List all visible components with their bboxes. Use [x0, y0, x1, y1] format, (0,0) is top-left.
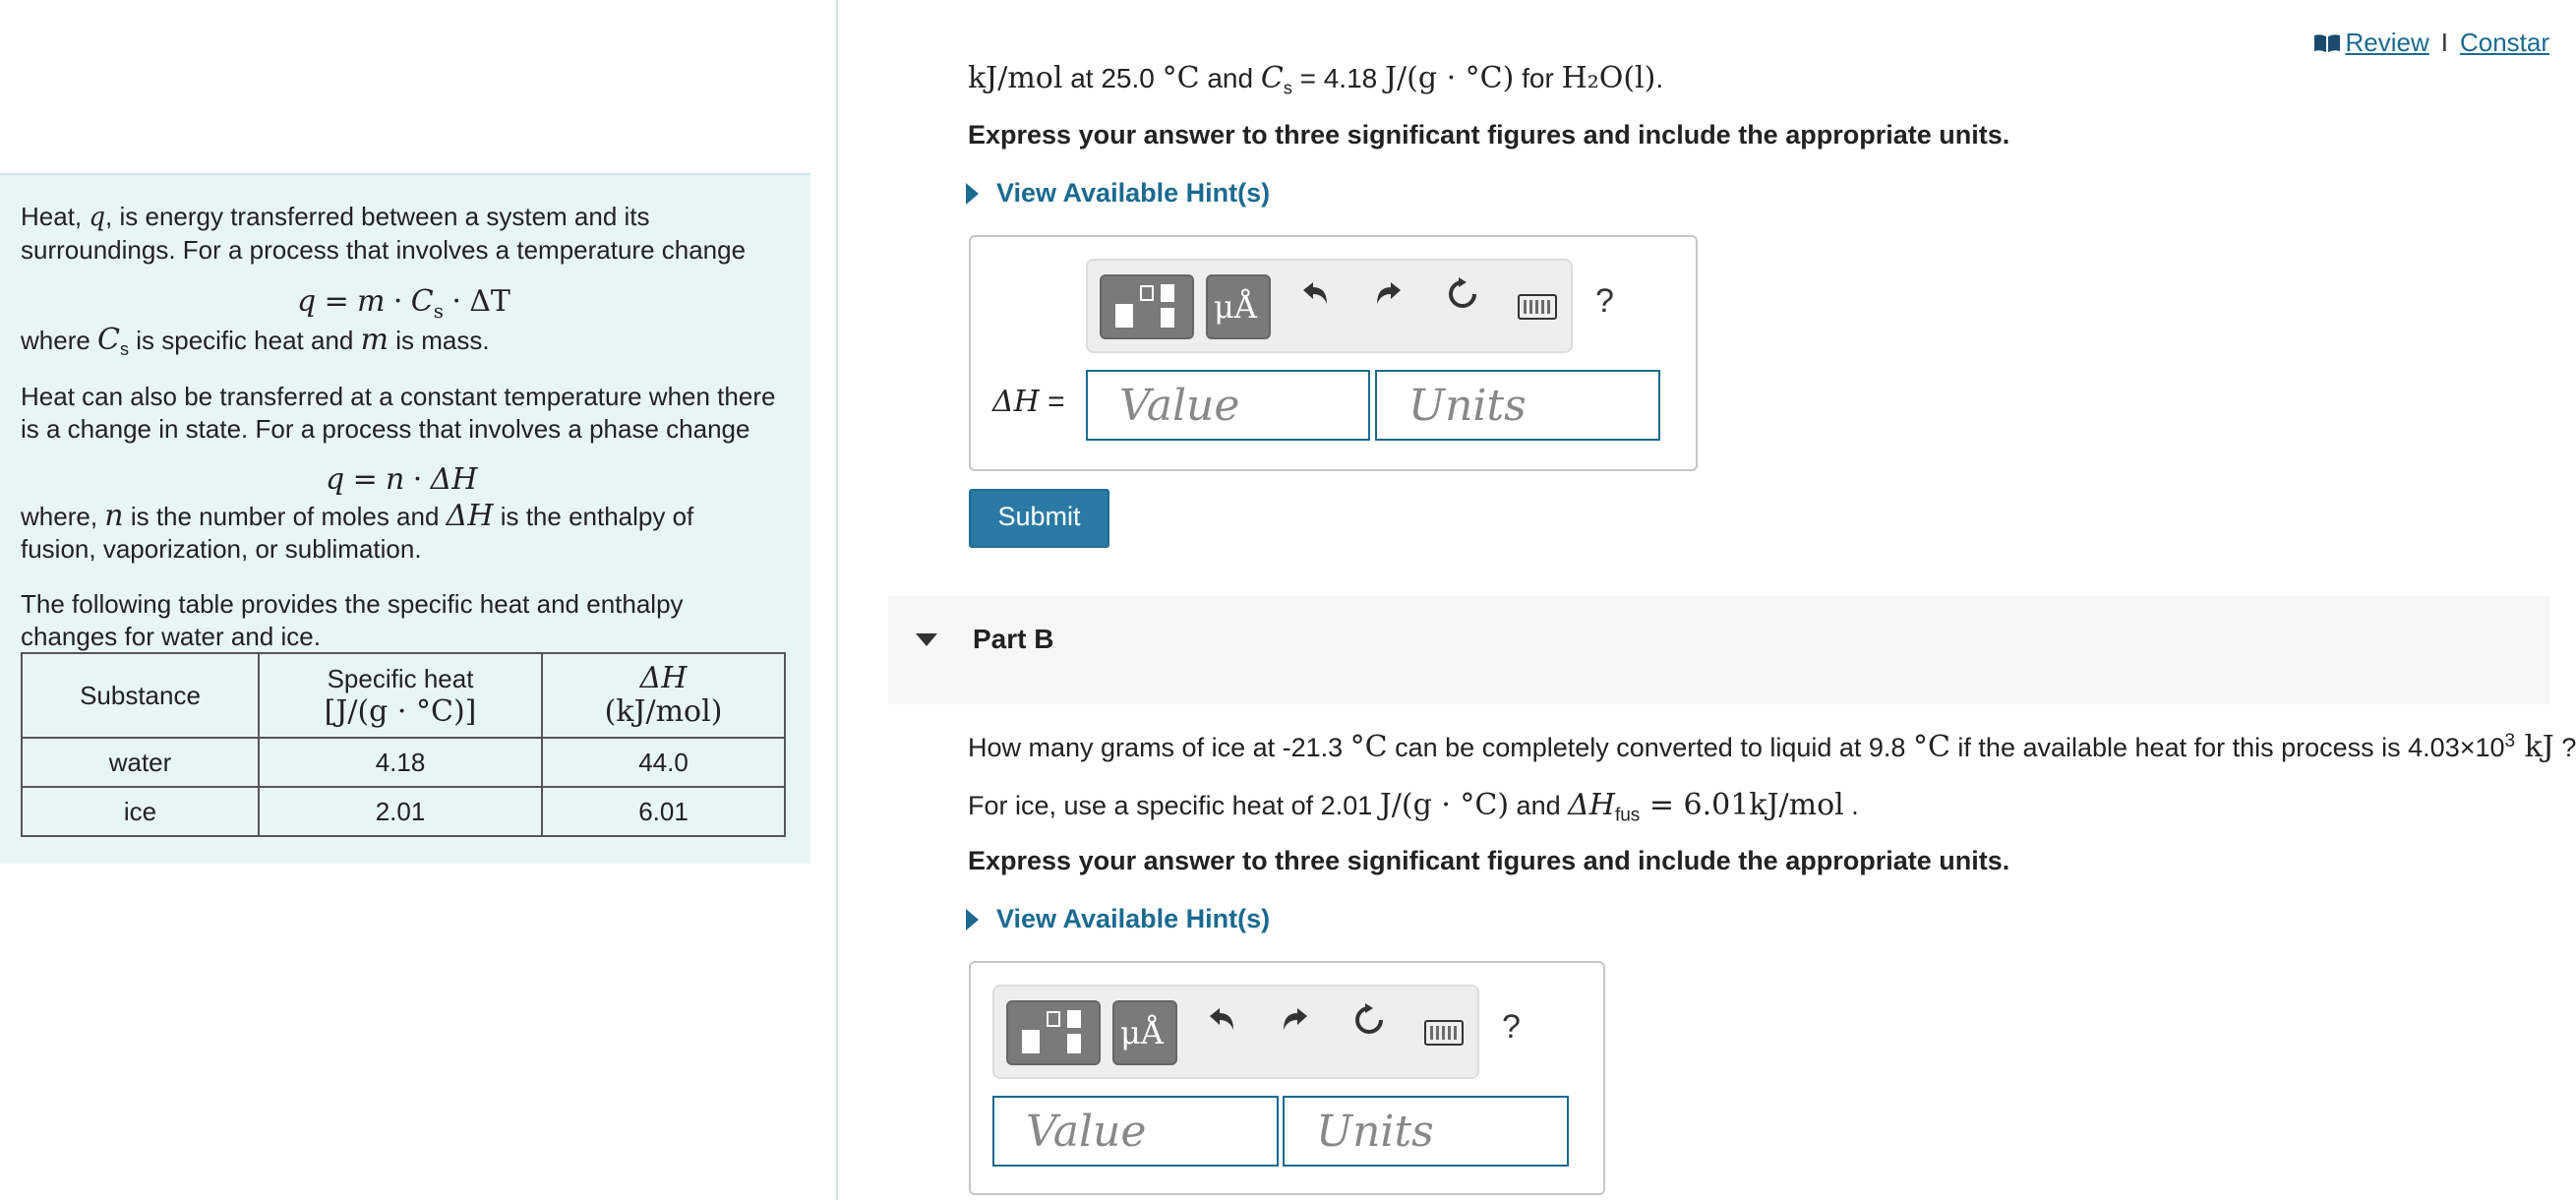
partA-question-tail: kJ/mol at 25.0 °C and $C_s = 4.18$ J/(g · °C) for H₂O(l).: [968, 61, 1664, 98]
units-symbol-button[interactable]: μÅ: [1112, 1000, 1177, 1065]
panel-divider: [836, 0, 838, 1200]
partA-answer-box: [969, 235, 1698, 471]
expand-triangle-icon: [966, 909, 979, 930]
partA-view-hints[interactable]: View Available Hint(s): [966, 178, 1270, 209]
table-header-specific-heat: Specific heat [J/(g · °C)]: [259, 653, 542, 738]
where-clause-2: where, n is the number of moles and ΔH is the enthalpy of fusion, vaporization, or sublimation.: [21, 499, 694, 564]
review-link[interactable]: Review: [2345, 28, 2429, 57]
partB-header[interactable]: [888, 596, 2549, 704]
table-row: water 4.18 44.0: [22, 738, 785, 787]
undo-icon[interactable]: [1197, 1002, 1246, 1047]
reset-icon[interactable]: [1345, 1002, 1394, 1047]
partB-instruction: Express your answer to three significant figures and include the appropriate units.: [968, 846, 2010, 875]
partA-instruction: Express your answer to three significant figures and include the appropriate units.: [968, 120, 2010, 150]
partB-ice-info: For ice, use a specific heat of 2.01 J/(g · °C) and $\Delta H_{fus} = 6.01kJ/mol$ .: [968, 788, 1859, 826]
constants-link[interactable]: Constar: [2459, 28, 2549, 57]
partB-units-input[interactable]: [1283, 1096, 1569, 1167]
table-header-enthalpy: ΔH (kJ/mol): [542, 653, 785, 738]
partA-math-toolbar: [1086, 259, 1614, 353]
partB-answer-box: [969, 961, 1605, 1195]
help-icon[interactable]: ?: [1595, 282, 1614, 320]
table-header-substance: Substance: [22, 653, 259, 738]
partA-units-input[interactable]: [1375, 370, 1660, 441]
submit-button[interactable]: Submit: [969, 489, 1109, 548]
partB-value-input[interactable]: [992, 1096, 1279, 1167]
dH-label: ΔH =: [992, 385, 1065, 419]
intro-paragraph-3: The following table provides the specific heat and enthalpy changes for water and ice.: [21, 589, 684, 651]
partB-view-hints[interactable]: View Available Hint(s): [966, 904, 1270, 934]
specific-heat-table: [21, 652, 786, 837]
table-row: ice 2.01 6.01: [22, 787, 785, 836]
undo-icon[interactable]: [1290, 276, 1340, 321]
partA-value-input[interactable]: [1086, 370, 1370, 441]
equation-heat-phase: q = n · ΔH: [326, 462, 478, 497]
collapse-triangle-icon: [916, 633, 937, 646]
intro-paragraph-1: Heat, q, is energy transferred between a system and its surroundings. For a process that involves a temperature change: [21, 202, 747, 265]
keyboard-icon[interactable]: [1518, 294, 1557, 320]
keyboard-icon[interactable]: [1424, 1020, 1464, 1046]
intro-paragraph-2: Heat can also be transferred at a constant temperature when there is a change in state. For a process that involves a phase change: [21, 382, 776, 444]
redo-icon[interactable]: [1364, 276, 1413, 321]
partB-math-toolbar: [992, 985, 1521, 1079]
template-button[interactable]: [1100, 274, 1194, 339]
where-clause-1: where $C_s$ is specific heat and m is mass.: [21, 323, 490, 360]
partB-title: Part B: [973, 624, 1054, 654]
expand-triangle-icon: [966, 183, 979, 205]
table-header-row: [22, 653, 785, 738]
units-symbol-button[interactable]: μÅ: [1206, 274, 1271, 339]
redo-icon[interactable]: [1271, 1002, 1320, 1047]
top-links: Review I Constar: [2313, 28, 2549, 60]
reset-icon[interactable]: [1438, 276, 1487, 321]
template-button[interactable]: [1006, 1000, 1101, 1065]
help-icon[interactable]: ?: [1502, 1008, 1521, 1046]
partB-question: How many grams of ice at -21.3 °C can be completely converted to liquid at 9.8 °C if the available heat for this process is $4.03\times 10^3$ kJ ?: [968, 730, 2576, 764]
book-icon: [2313, 30, 2341, 60]
equation-heat-temperature: $q = m \cdot C_s \cdot \Delta T$: [297, 284, 510, 323]
